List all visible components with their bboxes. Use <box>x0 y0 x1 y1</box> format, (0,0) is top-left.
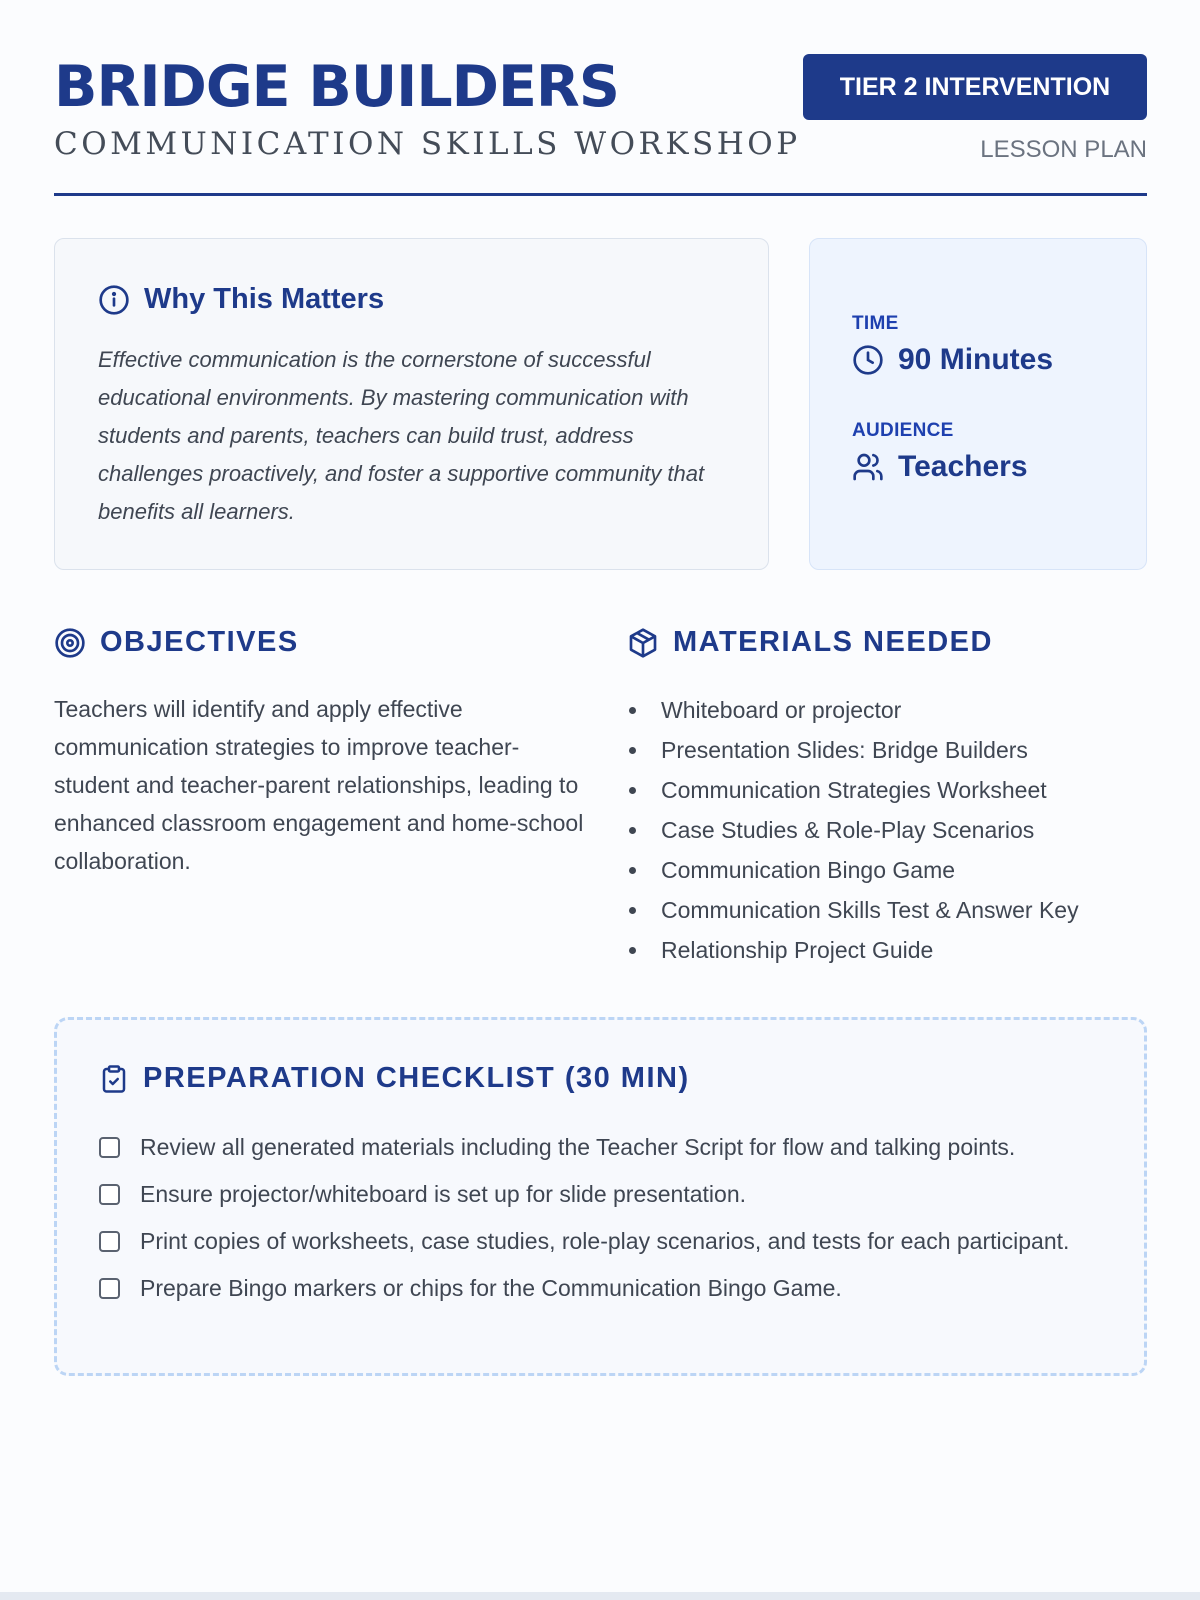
why-text: Effective communication is the cornerstone of successful educational environments. By mastering communication with students and parents, teachers can build trust, address challenges proactively, and foster a supportive community that benefits all learners. <box>98 347 705 524</box>
materials-list <box>627 690 1147 970</box>
checklist-item-text: Ensure projector/whiteboard is set up for slide presentation. <box>140 1181 746 1207</box>
checkbox[interactable] <box>99 1184 120 1205</box>
objectives-text: Teachers will identify and apply effective communication strategies to improve teacher-student and teacher-parent relationships, leading to enhanced classroom engagement and home-school collaboration. <box>54 696 584 874</box>
lesson-plan-page <box>54 0 1147 1301</box>
list-item: Whiteboard or projector <box>627 690 1147 730</box>
why-this-matters-card <box>54 238 769 570</box>
checkbox[interactable] <box>99 1278 120 1299</box>
checklist-item <box>99 1271 1119 1305</box>
audience-label: AUDIENCE <box>852 420 954 441</box>
checkbox[interactable] <box>99 1137 120 1158</box>
why-title-row <box>98 283 384 316</box>
bottom-strip <box>0 1592 1200 1600</box>
tier-badge: TIER 2 INTERVENTION <box>803 54 1147 120</box>
checklist-item-text: Prepare Bingo markers or chips for the Communication Bingo Game. <box>140 1275 842 1301</box>
target-icon <box>54 627 86 659</box>
info-icon <box>98 284 130 316</box>
list-item: Case Studies & Role-Play Scenarios <box>627 810 1147 850</box>
objectives-heading <box>54 626 299 659</box>
objectives-title: OBJECTIVES <box>100 626 299 658</box>
materials-title: MATERIALS NEEDED <box>673 626 993 658</box>
doc-type-label: LESSON PLAN <box>980 136 1147 163</box>
page-subtitle: COMMUNICATION SKILLS WORKSHOP <box>54 126 801 162</box>
checklist-item <box>99 1130 1119 1164</box>
why-title: Why This Matters <box>144 283 385 315</box>
checklist-item-text: Review all generated materials including the Teacher Script for flow and talking points. <box>140 1134 1016 1160</box>
list-item: Communication Skills Test & Answer Key <box>627 890 1147 930</box>
users-icon <box>852 451 884 483</box>
time-label: TIME <box>852 313 899 334</box>
clipboard-check-icon <box>99 1063 129 1095</box>
page-title: BRIDGE BUILDERS <box>54 54 619 120</box>
checklist-title: PREPARATION CHECKLIST (30 MIN) <box>143 1062 690 1094</box>
checklist-item <box>99 1177 1119 1211</box>
materials-heading <box>627 626 993 659</box>
checklist-items <box>99 1130 1119 1318</box>
preparation-checklist <box>54 1017 1147 1376</box>
time-value-row <box>852 343 1053 377</box>
list-item: Presentation Slides: Bridge Builders <box>627 730 1147 770</box>
header <box>54 0 1147 196</box>
list-item: Relationship Project Guide <box>627 930 1147 970</box>
checkbox[interactable] <box>99 1231 120 1252</box>
audience-value-row <box>852 450 1028 484</box>
time-value: 90 Minutes <box>898 343 1054 376</box>
checklist-item-text: Print copies of worksheets, case studies, role-play scenarios, and tests for each participant. <box>140 1228 1070 1254</box>
list-item: Communication Strategies Worksheet <box>627 770 1147 810</box>
checklist-item <box>99 1224 1119 1258</box>
audience-value: Teachers <box>898 450 1028 483</box>
package-icon <box>627 627 659 659</box>
checklist-heading <box>99 1062 690 1095</box>
clock-icon <box>852 344 884 376</box>
list-item: Communication Bingo Game <box>627 850 1147 890</box>
meta-card <box>809 238 1147 570</box>
